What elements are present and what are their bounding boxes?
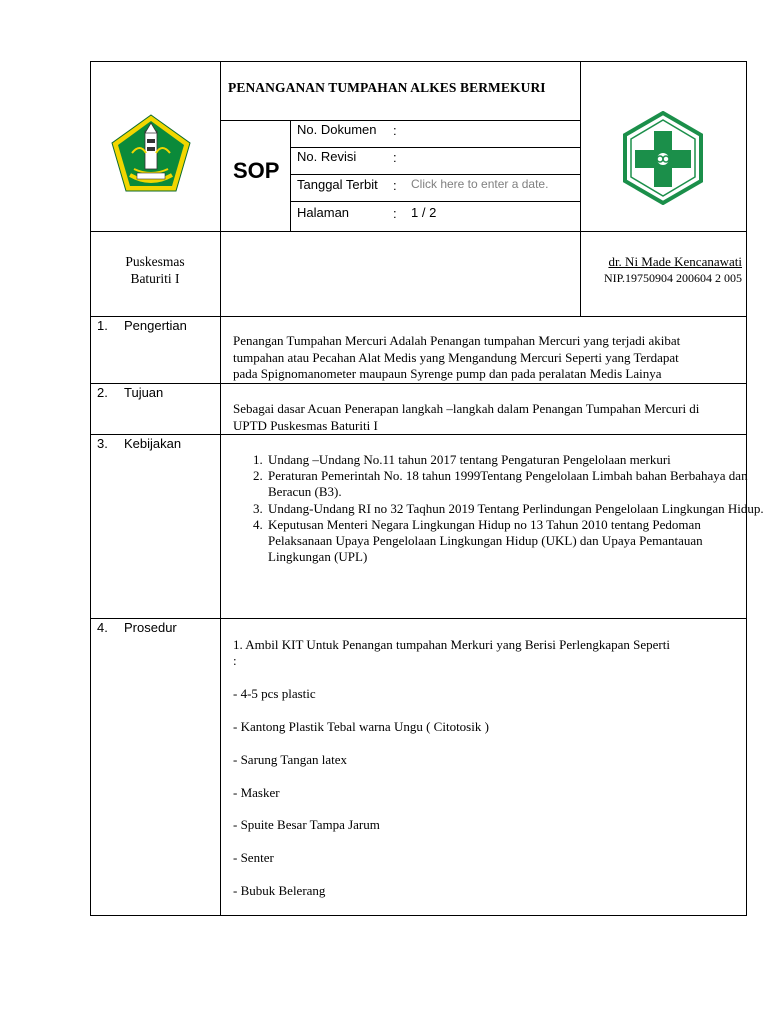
procedure-item: - Kantong Plastik Tebal warna Ungu ( Citotosik ): [233, 719, 489, 734]
procedure-item: - Sarung Tangan latex: [233, 752, 348, 767]
date-picker-field[interactable]: Click here to enter a date.: [411, 177, 549, 191]
meta-label-no-dokumen: No. Dokumen: [297, 122, 377, 137]
procedure-item: - Spuite Besar Tampa Jarum: [233, 817, 380, 832]
signatory-name: dr. Ni Made Kencanawati: [608, 254, 742, 269]
section-number: 1.: [97, 318, 108, 333]
procedure-item: - 4-5 pcs plastic: [233, 686, 316, 701]
grid-line: [290, 147, 580, 148]
signatory-nip: NIP.19750904 200604 2 005: [603, 271, 742, 285]
meta-colon: :: [393, 206, 397, 221]
text-line: tumpahan atau Pecahan Alat Medis yang Mengandung Mercuri Seperti yang Terdapat: [233, 349, 679, 365]
policy-item: 2. Peraturan Pemerintah No. 18 tahun 1999Tentang Pengelolaan Limbah bahan Berbahaya dan Beracun (B3).: [266, 468, 766, 500]
tujuan-text: [233, 401, 699, 434]
procedure-intro-colon: :: [233, 653, 237, 668]
regency-emblem-icon: [110, 113, 192, 193]
section-number: 2.: [97, 385, 108, 400]
organization-line1: Puskesmas: [125, 254, 185, 269]
meta-label-tanggal-terbit: Tanggal Terbit: [297, 177, 378, 192]
section-title-kebijakan: Kebijakan: [124, 436, 182, 451]
meta-value-halaman: 1 / 2: [411, 205, 437, 220]
text-line: UPTD Puskesmas Baturiti I: [233, 417, 378, 433]
policy-item: 4. Keputusan Menteri Negara Lingkungan Hidup no 13 Tahun 2010 tentang Pedoman Pelaksanaan Upaya Pengelolaan Lingkungan Hidup (UKL) dan Upaya Pemantauan Lingkungan (UPL): [266, 517, 766, 566]
grid-line: [290, 120, 291, 231]
grid-line: [90, 231, 747, 232]
policy-item: 3. Undang-Undang RI no 32 Taqhun 2019 Tentang Perlindungan Pengelolaan Lingkungan Hidup.: [266, 501, 766, 517]
procedure-item: - Masker: [233, 785, 280, 800]
meta-label-no-revisi: No. Revisi: [297, 149, 357, 164]
text-line: Sebagai dasar Acuan Penerapan langkah –langkah dalam Penangan Tumpahan Mercuri di: [233, 401, 700, 416]
grid-line: [220, 61, 221, 916]
policy-item: 1. Undang –Undang No.11 tahun 2017 tentang Pengaturan Pengelolaan merkuri: [266, 452, 766, 468]
section-number: 3.: [97, 436, 108, 451]
meta-label-halaman: Halaman: [297, 205, 350, 220]
pengertian-text: [233, 333, 680, 383]
section-title-pengertian: Pengertian: [124, 318, 187, 333]
policy-list: [230, 452, 766, 565]
section-title-tujuan: Tujuan: [124, 385, 164, 400]
meta-colon: :: [393, 178, 397, 193]
grid-line: [290, 201, 580, 202]
organization-name: [91, 253, 219, 287]
meta-colon: :: [393, 150, 397, 165]
text-line: Penangan Tumpahan Mercuri Adalah Penangan tumpahan Mercuri yang terjadi akibat: [233, 333, 681, 348]
grid-line: [90, 383, 747, 384]
grid-line: [580, 61, 581, 316]
grid-line: [90, 434, 747, 435]
sop-label: SOP: [233, 158, 280, 183]
section-title-prosedur: Prosedur: [124, 620, 177, 635]
meta-colon: :: [393, 123, 397, 138]
section-number: 4.: [97, 620, 108, 635]
procedure-item: - Senter: [233, 850, 274, 865]
procedure-item: - Bubuk Belerang: [233, 883, 326, 898]
grid-line: [290, 174, 580, 175]
text-line: pada Spignomanometer maupaun Syrenge pump dan pada peralatan Medis Lainya: [233, 366, 662, 381]
grid-line: [90, 316, 747, 317]
document-title: PENANGANAN TUMPAHAN ALKES BERMEKURI: [228, 80, 546, 95]
procedure-intro: 1. Ambil KIT Untuk Penangan tumpahan Merkuri yang Berisi Perlengkapan Seperti: [233, 637, 670, 652]
puskesmas-cross-icon: [623, 111, 703, 205]
organization-line2: Baturiti I: [130, 271, 180, 286]
grid-line: [90, 618, 747, 619]
grid-line: [220, 120, 580, 121]
